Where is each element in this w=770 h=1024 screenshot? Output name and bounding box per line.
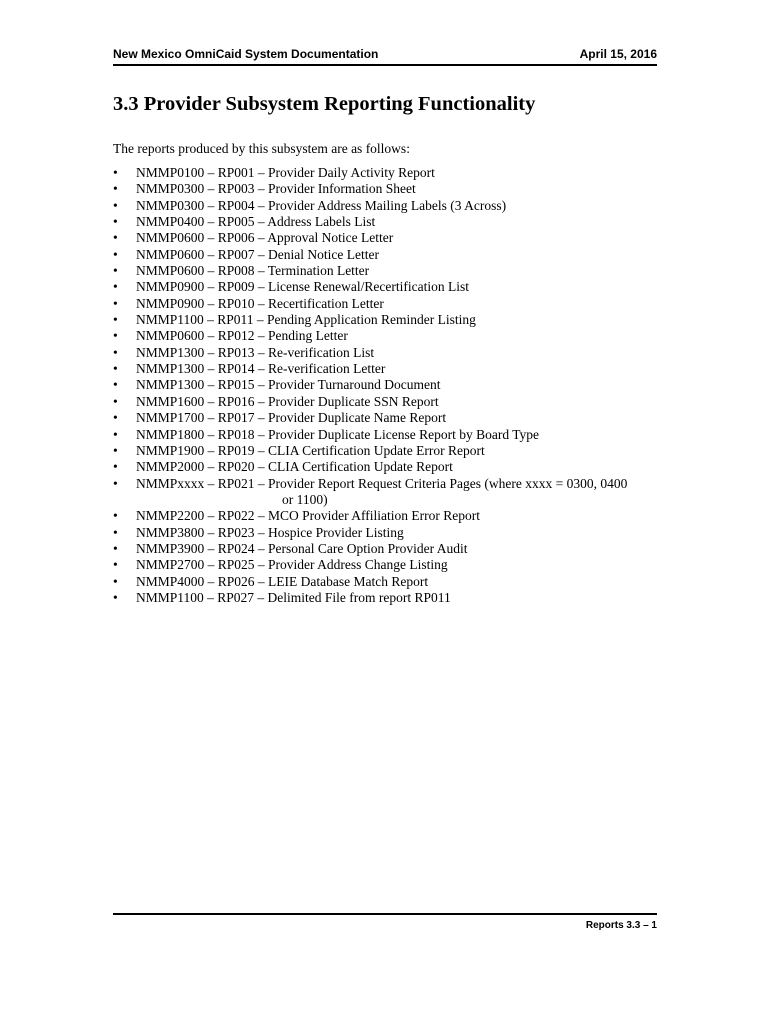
bullet-icon: • — [113, 426, 118, 442]
report-item-text: NMMP0900 – RP009 – License Renewal/Recertification List — [136, 279, 469, 295]
report-item-text: NMMP2000 – RP020 – CLIA Certification Update Report — [136, 459, 453, 475]
report-item-text: NMMP2200 – RP022 – MCO Provider Affiliation Error Report — [136, 508, 480, 524]
report-list-item — [113, 198, 653, 214]
report-list-item — [113, 410, 653, 426]
bullet-icon: • — [113, 573, 118, 589]
report-item-text: NMMP0600 – RP008 – Termination Letter — [136, 263, 370, 279]
report-list-item — [113, 230, 653, 246]
bullet-icon: • — [113, 540, 118, 556]
report-item-text: NMMP0300 – RP004 – Provider Address Mailing Labels (3 Across) — [136, 197, 507, 213]
report-item-text: NMMP0100 – RP001 – Provider Daily Activity Report — [136, 165, 435, 180]
bullet-icon: • — [113, 459, 118, 475]
report-item-text: NMMP1300 – RP013 – Re-verification List — [136, 344, 375, 360]
report-item-text: NMMP1100 – RP027 – Delimited File from report RP011 — [136, 589, 451, 605]
report-list-item — [113, 279, 653, 295]
report-list-item — [113, 590, 653, 606]
report-item-text: NMMP0600 – RP012 – Pending Letter — [136, 328, 348, 344]
bullet-icon: • — [113, 393, 118, 409]
report-list-item — [113, 361, 653, 377]
bullet-icon: • — [113, 508, 118, 524]
report-item-text: NMMP2700 – RP025 – Provider Address Change Listing — [136, 557, 448, 573]
report-list-item — [113, 525, 653, 541]
report-list-item — [113, 247, 653, 263]
report-list-item — [113, 557, 653, 573]
report-item-text: NMMP3900 – RP024 – Personal Care Option Provider Audit — [136, 540, 468, 556]
report-list-item — [113, 377, 653, 393]
bullet-icon: • — [113, 165, 118, 180]
report-list-item — [113, 214, 653, 230]
bullet-icon: • — [113, 279, 118, 295]
bullet-icon: • — [113, 361, 118, 377]
report-item-text: NMMP1700 – RP017 – Provider Duplicate Name Report — [136, 410, 447, 426]
report-item-text: NMMP0300 – RP003 – Provider Information Sheet — [136, 181, 416, 197]
report-item-continuation: or 1100) — [282, 491, 328, 507]
bullet-icon: • — [113, 214, 118, 230]
bullet-icon: • — [113, 312, 118, 328]
section-title: 3.3 Provider Subsystem Reporting Functionality — [113, 93, 536, 115]
header-date: April 15, 2016 — [579, 47, 657, 61]
bullet-icon: • — [113, 475, 118, 491]
bullet-icon: • — [113, 181, 118, 197]
bullet-icon: • — [113, 442, 118, 458]
report-item-text: NMMP0600 – RP007 – Denial Notice Letter — [136, 246, 379, 262]
report-item-text: NMMP1600 – RP016 – Provider Duplicate SSN Report — [136, 393, 439, 409]
report-item-text: NMMP4000 – RP026 – LEIE Database Match Report — [136, 573, 429, 589]
report-list-item — [113, 574, 653, 590]
report-item-text: NMMP3800 – RP023 – Hospice Provider Listing — [136, 524, 404, 540]
bullet-icon: • — [113, 344, 118, 360]
report-list-item — [113, 328, 653, 344]
report-item-text: NMMP1300 – RP014 – Re-verification Letter — [136, 361, 386, 377]
report-list-item — [113, 541, 653, 557]
report-item-text: NMMP0600 – RP006 – Approval Notice Letter — [136, 230, 394, 246]
bullet-icon: • — [113, 524, 118, 540]
header-title: New Mexico OmniCaid System Documentation — [113, 47, 379, 61]
bullet-icon: • — [113, 557, 118, 573]
report-list-item — [113, 181, 653, 197]
bullet-icon: • — [113, 263, 118, 279]
report-list-item — [113, 476, 653, 509]
bullet-icon: • — [113, 230, 118, 246]
bullet-icon: • — [113, 197, 118, 213]
report-item-text: NMMP0900 – RP010 – Recertification Letter — [136, 295, 384, 311]
report-item-text: NMMPxxxx – RP021 – Provider Report Request Criteria Pages (where xxxx = 0300, 0400 — [136, 475, 628, 491]
bullet-icon: • — [113, 295, 118, 311]
report-list-item — [113, 427, 653, 443]
bullet-icon: • — [113, 328, 118, 344]
report-item-text: NMMP1900 – RP019 – CLIA Certification Update Error Report — [136, 442, 485, 458]
bullet-icon: • — [113, 246, 118, 262]
report-list-item — [113, 459, 653, 475]
page-footer — [113, 913, 657, 931]
bullet-icon: • — [113, 377, 118, 393]
bullet-icon: • — [113, 410, 118, 426]
report-list-item — [113, 312, 653, 328]
report-item-text: NMMP1300 – RP015 – Provider Turnaround Document — [136, 377, 441, 393]
report-list-item — [113, 263, 653, 279]
report-item-text: NMMP1100 – RP011 – Pending Application Reminder Listing — [136, 312, 476, 328]
bullet-icon: • — [113, 589, 118, 605]
report-list-item — [113, 345, 653, 361]
report-list-item — [113, 443, 653, 459]
report-list-item — [113, 394, 653, 410]
report-list-item — [113, 296, 653, 312]
page-number: Reports 3.3 – 1 — [585, 920, 657, 931]
report-list-item — [113, 508, 653, 524]
report-list — [113, 165, 653, 606]
report-list-item — [113, 165, 653, 181]
section-intro: The reports produced by this subsystem are as follows: — [113, 141, 410, 156]
report-item-text: NMMP0400 – RP005 – Address Labels List — [136, 214, 376, 230]
page-header — [113, 46, 657, 66]
report-item-text: NMMP1800 – RP018 – Provider Duplicate License Report by Board Type — [136, 426, 540, 442]
